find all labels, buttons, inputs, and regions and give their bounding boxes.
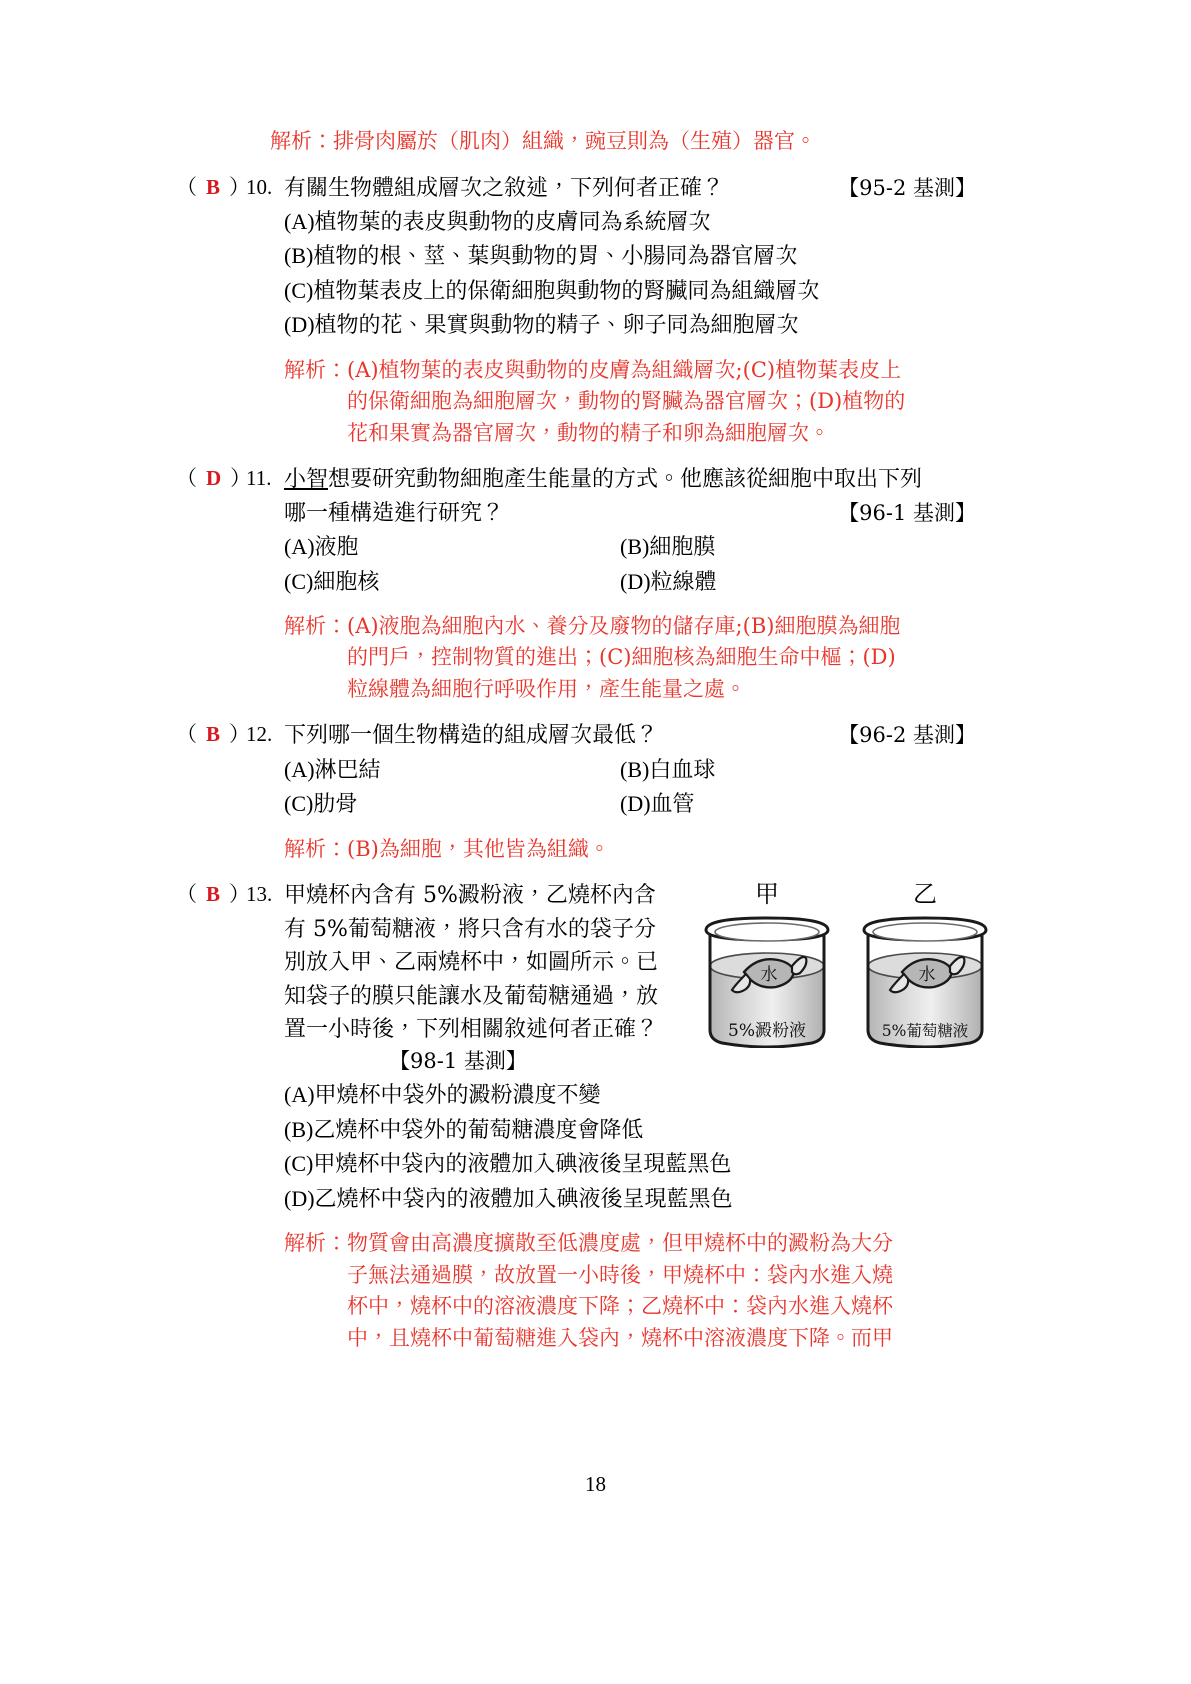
- option-d: [284, 1182, 996, 1216]
- option-label: (C): [284, 791, 314, 817]
- option-text: 乙燒杯中袋內的液體加入碘液後呈現藍黑色: [314, 1186, 733, 1212]
- question-number: 11.: [246, 466, 272, 491]
- explanation-line: 杯中，燒杯中的溶液濃度下降；乙燒杯中：袋內水進入燒杯: [347, 1294, 893, 1319]
- option-label: (A): [284, 756, 315, 782]
- explanation-carryover: [270, 126, 976, 158]
- option-text: 甲燒杯中袋內的液體加入碘液後呈現藍黑色: [313, 1152, 732, 1178]
- explanation-label: 解析：: [284, 357, 347, 382]
- option-row-ab: [284, 530, 976, 564]
- question-stem: 下列哪一個生物構造的組成層次最低？: [284, 723, 659, 749]
- option-label: (B): [620, 534, 650, 560]
- option-c: [284, 565, 620, 599]
- option-text: 植物的花、果實與動物的精子、卵子同為細胞層次: [314, 313, 799, 339]
- option-label: (D): [284, 1185, 315, 1211]
- explanation-line: 花和果實為器官層次，動物的精子和卵為細胞層次。: [347, 420, 830, 445]
- option-label: (C): [284, 568, 314, 594]
- question-stem-continued: 哪一種構造進行研究？: [284, 500, 505, 526]
- question-stem-name: 小智: [284, 467, 329, 493]
- option-d: [284, 308, 976, 342]
- answer-marker-10: （ B ）: [176, 174, 251, 199]
- water-bag-label: 水: [760, 964, 778, 985]
- question-source: 【95-2 基測】: [838, 175, 976, 200]
- beaker-jia-svg: [696, 910, 838, 1048]
- beaker-yi: [854, 881, 996, 1058]
- question-stem-block: [284, 879, 688, 1078]
- option-text: 淋巴結: [314, 757, 381, 783]
- beaker-yi-svg: [854, 910, 996, 1048]
- explanation-text: [347, 355, 976, 450]
- question-stem: 有關生物體組成層次之敘述，下列何者正確？: [284, 175, 725, 201]
- option-label: (A): [284, 534, 315, 560]
- option-b: [284, 1113, 996, 1147]
- question-10: [176, 172, 976, 450]
- option-b: [620, 530, 715, 564]
- question-13-top: [284, 879, 996, 1078]
- explanation-10: [284, 355, 976, 450]
- option-b: [620, 753, 715, 787]
- explanation-label: 解析：: [284, 836, 347, 861]
- answer-letter: B: [206, 882, 221, 907]
- question-source: 【98-1 基測】: [389, 1049, 527, 1074]
- question-13: [176, 879, 976, 1354]
- option-label: (B): [620, 756, 650, 782]
- question-number: 12.: [246, 722, 273, 747]
- option-d: [620, 565, 717, 599]
- explanation-11: [284, 611, 976, 706]
- page-content: [176, 126, 976, 1354]
- explanation-text: 排骨肉屬於（肌肉）組織，豌豆則為（生殖）器官。: [333, 129, 816, 153]
- question-stem-line: 甲燒杯內含有 5%澱粉液，乙燒杯內含: [284, 883, 656, 909]
- option-label: (A): [284, 1082, 315, 1108]
- option-row-cd: [284, 565, 976, 599]
- beaker-solution-label: 5%葡萄糖液: [881, 1021, 969, 1040]
- explanation-line: 的保衛細胞為細胞層次，動物的腎臟為器官層次；(D)植物的: [347, 389, 906, 414]
- beaker-solution-label: 5%澱粉液: [728, 1020, 806, 1041]
- option-a: [284, 205, 976, 239]
- option-text: 甲燒杯中袋外的澱粉濃度不變: [314, 1083, 601, 1109]
- explanation-line: 物質會由高濃度擴散至低濃度處，但甲燒杯中的澱粉為大分: [347, 1231, 893, 1256]
- question-stem-line: 知袋子的膜只能讓水及葡萄糖通過，放: [284, 983, 659, 1009]
- question-stem-line: 置一小時後，下列相關敘述何者正確？: [284, 1017, 659, 1042]
- option-d: [620, 787, 695, 821]
- option-text: 植物葉的表皮與動物的皮膚同為系統層次: [314, 209, 711, 235]
- explanation-12: [284, 834, 976, 866]
- explanation-line: 子無法通過膜，故放置一小時後，甲燒杯中：袋內水進入燒: [347, 1262, 893, 1287]
- answer-marker-12: （ B ）: [176, 722, 251, 747]
- explanation-line: 中，且燒杯中葡萄糖進入袋內，燒杯中溶液濃度下降。而甲: [347, 1325, 893, 1350]
- option-label: (C): [284, 277, 314, 303]
- option-text: 乙燒杯中袋外的葡萄糖濃度會降低: [313, 1117, 644, 1143]
- question-stem-line: 別放入甲、乙兩燒杯中，如圖所示。已: [284, 950, 659, 976]
- option-a: [284, 1078, 996, 1112]
- page-number: 18: [585, 1472, 606, 1496]
- answer-marker-11: （ D ）: [176, 466, 252, 491]
- beaker-title: 乙: [913, 880, 937, 909]
- question-body: [284, 463, 976, 705]
- explanation-line: (A)液胞為細胞內水、養分及廢物的儲存庫;(B)細胞膜為細胞: [347, 613, 901, 638]
- question-body: [284, 879, 996, 1354]
- option-text: 血管: [650, 792, 695, 818]
- beaker-diagram: [688, 879, 996, 1058]
- water-bag-label: 水: [918, 964, 936, 985]
- option-text: 粒線體: [650, 569, 717, 595]
- question-stem-line-2: [284, 497, 976, 530]
- option-c: [284, 274, 976, 308]
- option-label: (D): [620, 791, 651, 817]
- option-text: 細胞膜: [649, 535, 716, 561]
- option-text: 植物的根、莖、葉與動物的胃、小腸同為器官層次: [313, 244, 798, 270]
- question-source: 【96-2 基測】: [838, 723, 976, 748]
- option-a: [284, 530, 620, 564]
- beaker-row: [696, 881, 996, 1058]
- question-stem-line: 有 5%葡萄糖液，將只含有水的袋子分: [284, 916, 656, 942]
- explanation-label: 解析：: [284, 613, 347, 638]
- question-12: [176, 719, 976, 865]
- option-text: 白血球: [649, 757, 716, 783]
- option-a: [284, 753, 620, 787]
- question-body: [284, 719, 976, 865]
- option-c: [284, 1147, 996, 1181]
- answer-letter: D: [206, 466, 222, 491]
- option-label: (D): [284, 312, 315, 338]
- answer-marker-13: （ B ）: [176, 882, 251, 907]
- option-row-cd: [284, 787, 976, 821]
- option-label: (B): [284, 1116, 314, 1142]
- option-row-ab: [284, 753, 976, 787]
- explanation-text: [347, 1228, 996, 1354]
- option-label: (D): [620, 568, 651, 594]
- option-label: (B): [284, 243, 314, 269]
- answer-letter: B: [206, 722, 221, 747]
- explanation-line: 的門戶，控制物質的進出；(C)細胞核為細胞生命中樞；(D): [347, 645, 896, 670]
- question-body: [284, 172, 976, 450]
- option-c: [284, 787, 620, 821]
- option-label: (C): [284, 1151, 314, 1177]
- option-text: 植物葉表皮上的保衛細胞與動物的腎臟同為組織層次: [313, 278, 820, 304]
- question-stem-line: [284, 719, 976, 752]
- explanation-text: (B)為細胞，其他皆為組織。: [347, 836, 610, 861]
- explanation-text: [347, 611, 976, 706]
- question-stem-line: [284, 463, 976, 496]
- question-number: 10.: [246, 174, 273, 199]
- option-label: (A): [284, 208, 315, 234]
- question-source: 【96-1 基測】: [838, 500, 976, 525]
- explanation-line: 粒線體為細胞行呼吸作用，產生能量之處。: [347, 676, 746, 701]
- beaker-title: 甲: [755, 880, 779, 909]
- question-stem-line: [284, 172, 976, 205]
- option-text: 液胞: [314, 535, 359, 561]
- explanation-label: 解析：: [284, 1231, 347, 1256]
- option-b: [284, 239, 976, 273]
- explanation-label: 解析：: [270, 129, 333, 153]
- question-11: [176, 463, 976, 705]
- question-number: 13.: [246, 882, 273, 907]
- answer-letter: B: [206, 174, 221, 199]
- option-text: 肋骨: [313, 792, 358, 818]
- beaker-jia: [696, 881, 838, 1058]
- explanation-line: (A)植物葉的表皮與動物的皮膚為組織層次;(C)植物葉表皮上: [347, 357, 902, 382]
- explanation-13: [284, 1228, 996, 1354]
- question-stem: 想要研究動物細胞產生能量的方式。他應該從細胞中取出下列: [328, 467, 923, 493]
- option-text: 細胞核: [313, 569, 380, 595]
